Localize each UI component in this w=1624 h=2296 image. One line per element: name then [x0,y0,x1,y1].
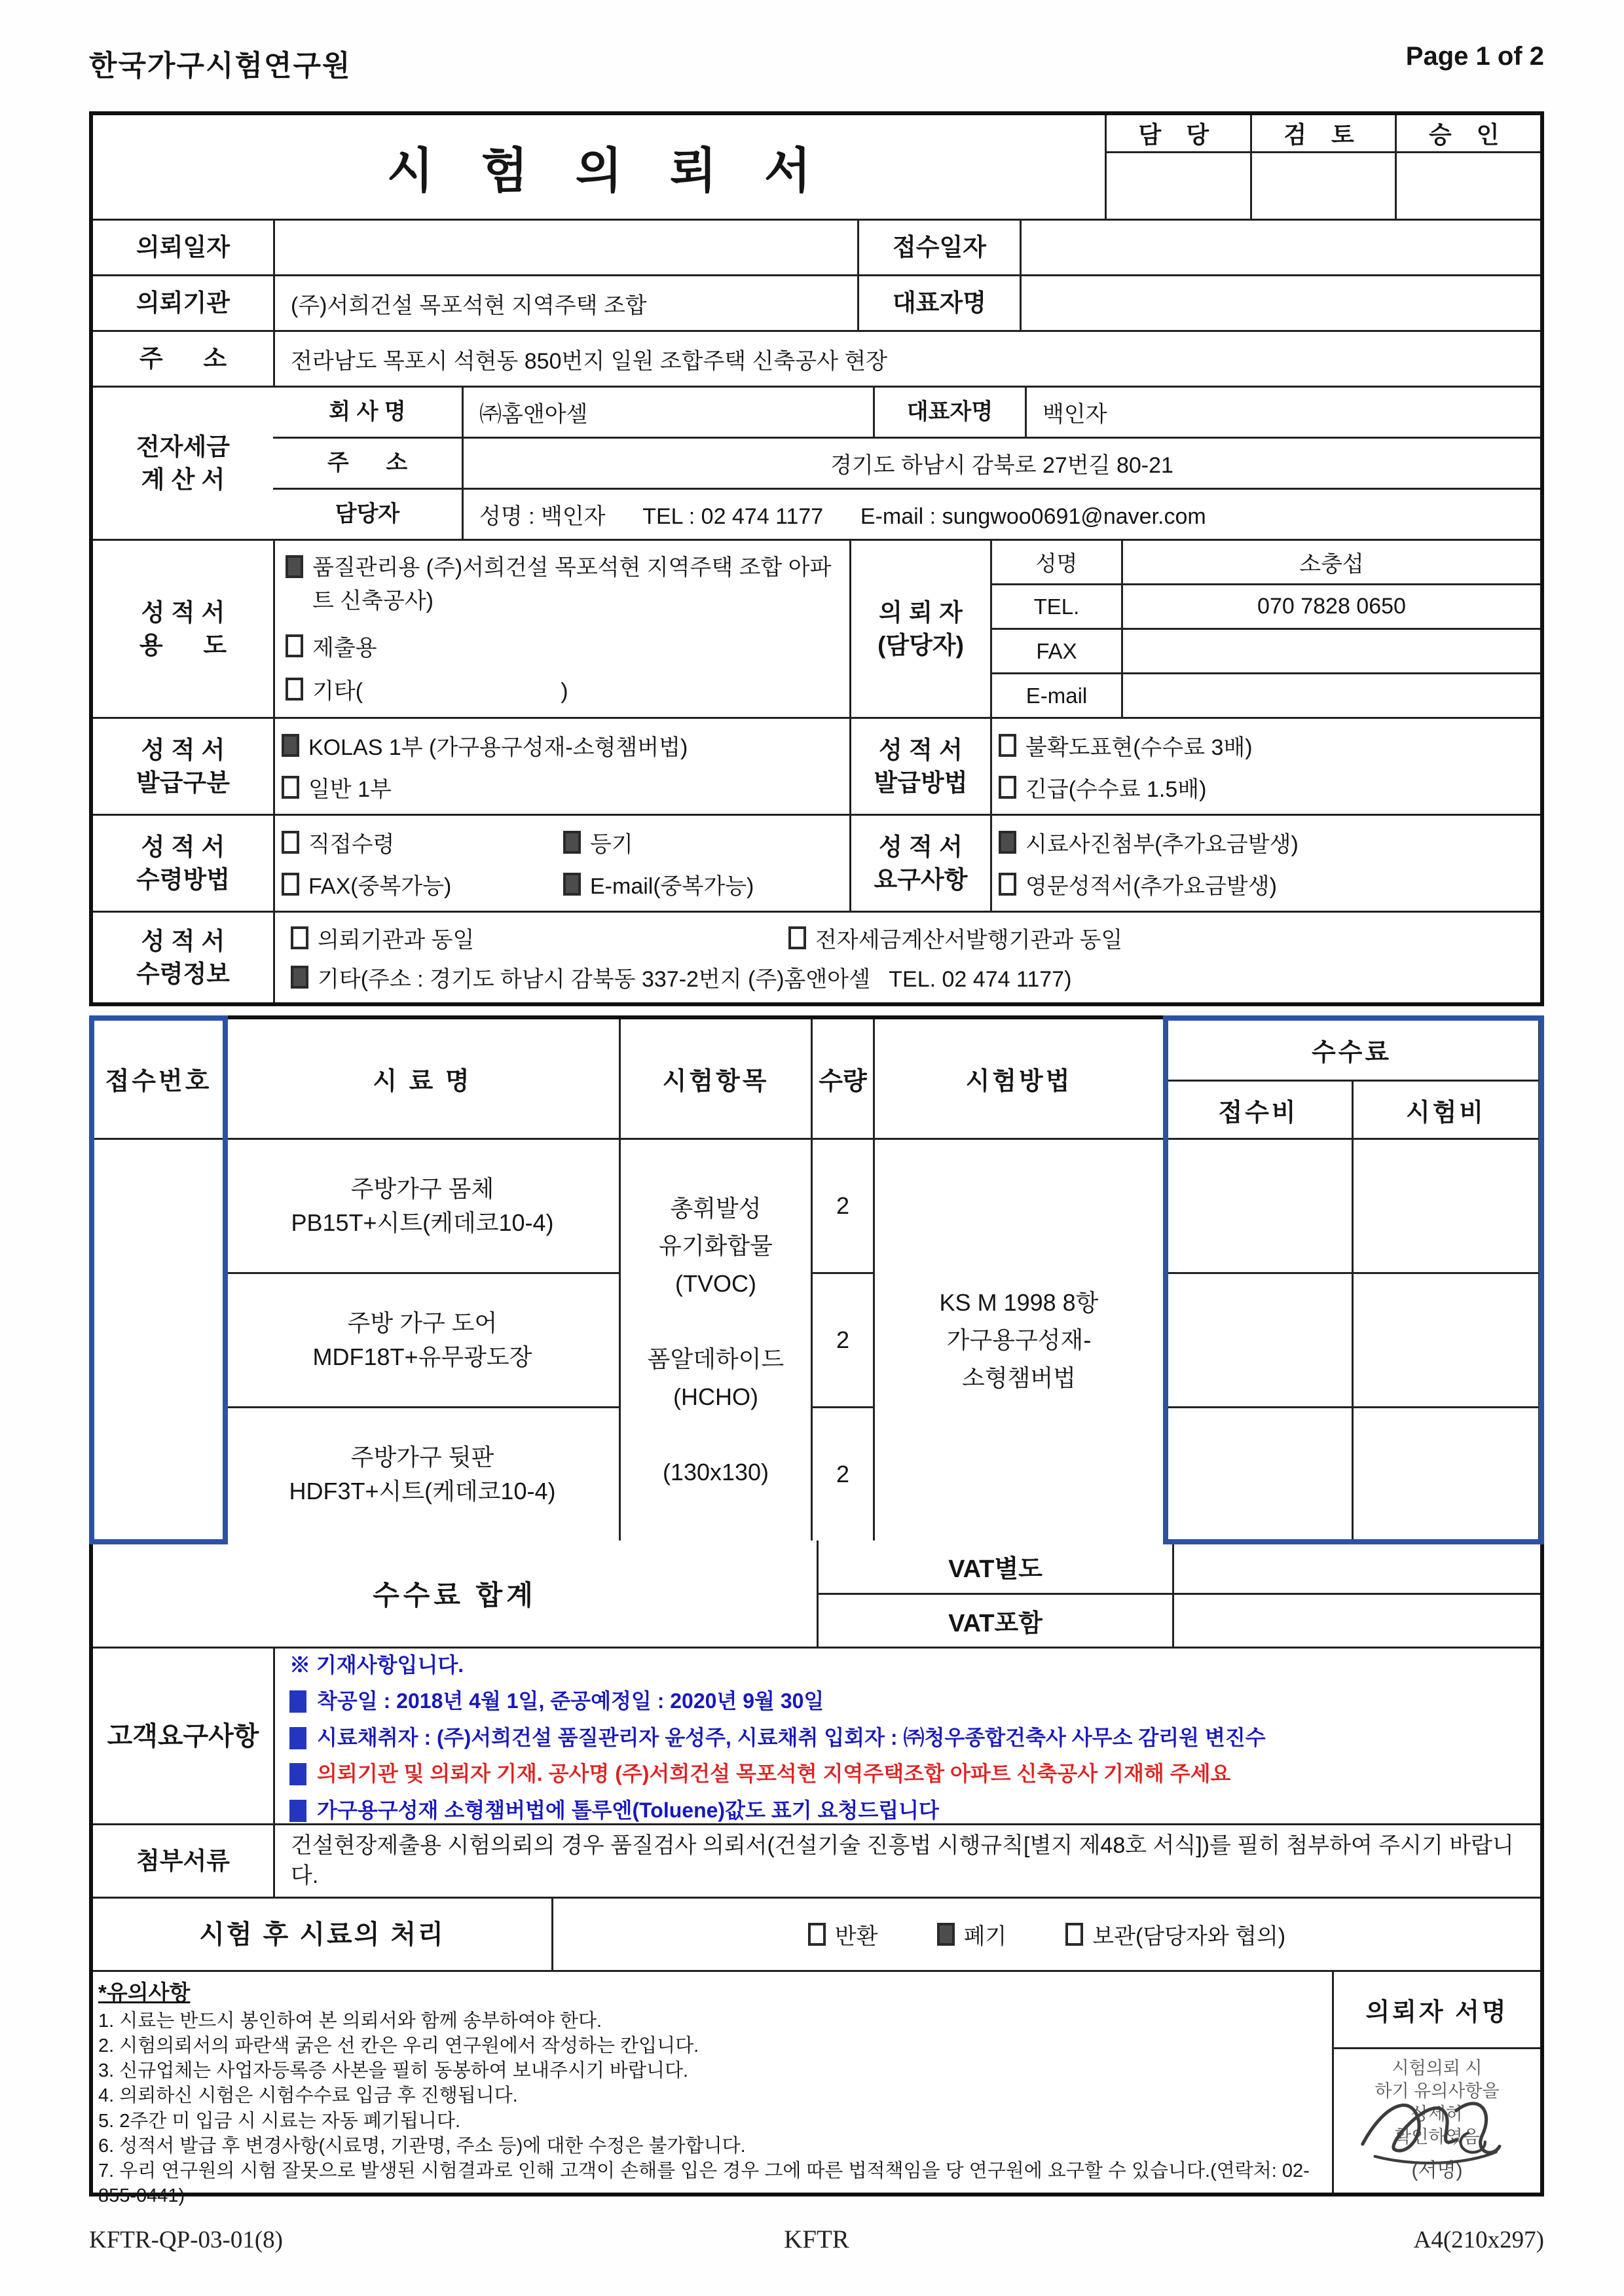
disposal-return-label: 반환 [834,1924,878,1949]
receive-info-label: 성 적 서 수령정보 [136,927,230,987]
footer-paper-size: A4(210x297) [1413,2227,1544,2253]
fee-receive-cell [1165,1140,1352,1272]
sample-row-name: 주방가구 뒷판 HDF3T+시트(케데코10-4) [226,1408,619,1540]
approval-cell-manager [1107,153,1250,219]
tax-addr-value: 경기도 하남시 감북로 27번길 80-21 [462,439,1540,488]
notice-item: 4. 의뢰하신 시험은 시험수수료 입금 후 진행됩니다. [98,2085,518,2107]
client-org-value: (주)서희건설 목포석현 지역주택 조합 [273,276,857,330]
request-date-label: 의뢰일자 [136,234,230,261]
requester-email-label: E-mail [992,674,1123,717]
document-header [89,42,1544,111]
report-request-label: 성 적 서 요구사항 [849,816,990,911]
customer-req-line: 가구용구성재 소형챔버법에 톨루엔(Toluene)값도 표기 요청드립니다 [289,1797,1534,1825]
purpose-quality-checkbox [286,555,303,578]
fee-test-cell [1354,1140,1538,1272]
tax-contact-value: 성명 : 백인자 TEL : 02 474 1177 E-mail : sungwoo0691@naver.com [462,490,1540,539]
method-urgent-label: 긴급(수수료 1.5배) [1025,777,1207,803]
recv-info-same-tax-label: 전자세금계산서발행기관과 동일 [815,927,1123,953]
vat-excl-value [1174,1540,1540,1593]
requester-name-label: 성명 [992,541,1123,583]
col-fee: 수수료 [1165,1019,1538,1080]
request-date-value [273,221,857,274]
sample-table [93,1019,1540,1540]
issue-kolas-checkbox [282,734,299,757]
col-qty: 수량 [813,1019,873,1138]
requester-name-value: 소충섭 [1299,552,1364,577]
sample-row-name: 주방 가구 도어 MDF18T+유무광도장 [226,1274,619,1406]
receipt-no-cell [93,1140,224,1540]
requester-tel-value: 070 7828 0650 [1257,594,1406,619]
approval-cell-approve [1395,153,1540,219]
receive-registered-label: 등기 [590,831,633,857]
approval-block [1105,115,1540,219]
issue-type-label: 성 적 서 발급구분 [136,736,230,796]
recv-info-other-label: 기타(주소 : 경기도 하남시 감북동 337-2번지 (주)홈앤아셀 TEL. 02 474 1177) [318,967,1072,993]
requester-contact-table [992,541,1540,717]
vat-incl-value [1174,1593,1540,1647]
form-lower-box [89,1015,1544,2207]
disposal-label: 시험 후 시료의 처리 [199,1920,445,1949]
client-rep-value [1020,276,1540,330]
blue-square-bullet [289,1800,306,1822]
client-org-label: 의뢰기관 [136,289,230,317]
issue-kolas-label: KOLAS 1부 (가구용구성재-소형챔버법) [308,735,688,760]
signature-header: 의뢰자 서명 [1334,1972,1540,2049]
tax-company-label: 회 사 명 [329,399,406,424]
sample-row-qty: 2 [813,1274,873,1406]
fee-receive-cell [1165,1274,1352,1406]
blue-square-bullet [289,1727,306,1749]
client-addr-value: 전라남도 목포시 석현동 850번지 일원 조합주택 신축공사 현장 [273,332,1540,386]
fee-total-label: 수수료 합계 [373,1580,537,1611]
requester-tel-label: TEL. [992,585,1123,628]
document-footer [89,2225,1544,2254]
receive-registered-checkbox [563,831,581,854]
footer-org-code: KFTR [784,2225,849,2253]
org-name: 한국가구시험연구원 [89,50,352,82]
recv-info-same-org-checkbox [291,926,308,949]
receive-fax-label: FAX(중복가능) [308,874,452,900]
approval-col-manager: 담 당 [1138,121,1219,148]
approval-cell-review [1250,153,1395,219]
col-sample-name: 시 료 명 [226,1019,619,1138]
disposal-return-checkbox [808,1923,826,1946]
receive-fax-checkbox [282,873,299,896]
customer-req-label: 고객요구사항 [107,1721,259,1751]
client-rep-label: 대표자명 [857,276,1020,330]
form-upper-box [89,111,1544,1006]
col-test-item: 시험항목 [621,1019,811,1138]
approval-col-review: 검 토 [1250,115,1395,151]
customer-req-line: 착공일 : 2018년 4월 1일, 준공예정일 : 2020년 9월 30일 [289,1688,1534,1715]
notice-item: 5. 2주간 미 입금 시 시료는 자동 폐기됩니다. [98,2110,460,2132]
tax-company-value: ㈜홈앤아셀 [462,388,873,437]
issue-method-label: 성 적 서 발급방법 [849,719,990,814]
vat-incl-label: VAT포함 [819,1593,1172,1647]
customer-req-line: 시료채취자 : (주)서희건설 품질관리자 윤성주, 시료채취 입회자 : ㈜청우종합건축사 사무소 감리원 변진수 [289,1724,1534,1752]
test-item-cell: 총휘발성 유기화합물 (TVOC) 폼알데하이드 (HCHO) (130x130) [621,1140,811,1540]
notice-item: 7. 우리 연구원의 시험 잘못으로 발생된 시험결과로 인해 고객이 손해를 입은 경우 그에 따른 법적책임을 당 연구원에 요구할 수 있습니다.(연락처: 02-855-0441) [98,2160,1310,2207]
receive-email-label: E-mail(중복가능) [590,874,754,900]
disposal-keep-label: 보관(담당자와 협의) [1092,1924,1286,1949]
purpose-quality-label: 품질관리용 (주)서희건설 목포석현 지역주택 조합 아파트 신축공사) [312,555,832,613]
method-urgent-checkbox [999,776,1016,799]
request-photo-label: 시료사진첨부(추가요금발생) [1025,831,1299,857]
test-method-cell: KS M 1998 8항 가구용구성재- 소형챔버법 [875,1140,1163,1540]
fee-total-row [93,1540,1540,1647]
customer-req-body [275,1649,1540,1823]
request-english-checkbox [999,873,1016,896]
customer-req-line-red: 의뢰기관 및 의뢰자 기재. 공사명 (주)서희건설 목포석현 지역주택조합 아파트 신축공사 기재해 주세요 [289,1760,1534,1788]
notice-title: *유의사항 [98,1980,191,2005]
report-purpose-label: 성 적 서 용 도 [139,598,227,659]
signature-box [1332,1972,1540,2193]
tax-invoice-label: 전자세금 계 산 서 [136,433,230,493]
purpose-submission-label: 제출용 [312,635,377,661]
fee-receive-cell [1165,1408,1352,1540]
blue-square-bullet [289,1763,306,1785]
fee-test-cell [1354,1274,1538,1406]
notice-block [93,1972,1332,2207]
requester-email-value [1123,674,1540,717]
approval-col-approve: 승 인 [1395,115,1540,151]
sign-here-label: (서명) [1411,2160,1463,2181]
blue-square-bullet [289,1690,306,1713]
disposal-keep-checkbox [1065,1923,1083,1946]
receive-date-label: 접수일자 [857,221,1020,274]
method-uncertainty-label: 불확도표현(수수료 3배) [1025,735,1253,760]
attachments-label: 첨부서류 [136,1847,230,1874]
notice-item: 3. 신규업체는 사업자등록증 사본을 필히 동봉하여 보내주시기 바랍니다. [98,2060,689,2082]
fee-test-cell [1354,1408,1538,1540]
receive-direct-label: 직접수령 [308,831,395,857]
col-test-method: 시험방법 [875,1019,1163,1138]
notice-item: 1. 시료는 반드시 봉인하여 본 의뢰서와 함께 송부하여야 한다. [98,2010,602,2032]
receive-method-label: 성 적 서 수령방법 [136,833,230,893]
form-title: 시 험 의 뢰 서 [386,143,828,198]
issue-general-label: 일반 1부 [308,777,392,803]
receive-email-checkbox [563,873,581,896]
tax-rep-label: 대표자명 [873,388,1025,437]
tax-addr-label: 주 소 [327,450,408,475]
sample-row-qty: 2 [813,1408,873,1540]
sample-row-qty: 2 [813,1140,873,1272]
disposal-discard-label: 폐기 [963,1924,1007,1949]
recv-info-same-tax-checkbox [788,926,806,949]
footer-doc-code: KFTR-QP-03-01(8) [89,2227,283,2253]
tax-contact-label: 담당자 [335,501,400,526]
signature-body: 시험의뢰 시 하기 유의사항을 상세히 확인하였음 (서명) [1334,2049,1540,2193]
notice-item: 6. 성적서 발급 후 변경사항(시료명, 기관명, 주소 등)에 대한 수정은 불가합니다. [98,2135,746,2157]
notice-item: 2. 시험의뢰서의 파란색 굵은 선 칸은 우리 연구원에서 작성하는 칸입니다. [98,2035,699,2056]
method-uncertainty-checkbox [999,734,1016,757]
request-english-label: 영문성적서(추가요금발생) [1025,874,1277,900]
recv-info-other-checkbox [291,966,308,989]
customer-req-line: ※ 기재사항입니다. [289,1652,464,1677]
tax-rep-value: 백인자 [1025,388,1540,437]
col-receipt-no: 접수번호 [93,1019,224,1138]
attachments-text: 건설현장제출용 시험의뢰의 경우 품질검사 의뢰서(건설기술 진흥법 시행규칙[별지 제48호 서식])를 필히 첨부하여 주시기 바랍니다. [273,1825,1540,1897]
col-fee-test: 시험비 [1354,1082,1538,1138]
requester-fax-value [1123,630,1540,672]
request-photo-checkbox [999,831,1016,854]
receive-date-value [1020,221,1540,274]
disposal-discard-checkbox [937,1923,955,1946]
page-indicator: Page 1 of 2 [1405,42,1544,71]
client-addr-label: 주 소 [139,345,227,373]
recv-info-same-org-label: 의뢰기관과 동일 [318,927,475,953]
sample-row-name: 주방가구 몸체 PB15T+시트(케데코10-4) [226,1140,619,1272]
issue-general-checkbox [282,776,299,799]
vat-excl-label: VAT별도 [948,1556,1043,1584]
receive-direct-checkbox [282,831,299,854]
requester-label: 의 뢰 자 (담당자) [849,541,990,717]
purpose-other-label: 기타( ) [312,679,568,704]
purpose-other-checkbox [286,678,303,701]
col-fee-receive: 접수비 [1165,1082,1352,1138]
purpose-submission-checkbox [286,634,303,657]
requester-fax-label: FAX [992,630,1123,672]
